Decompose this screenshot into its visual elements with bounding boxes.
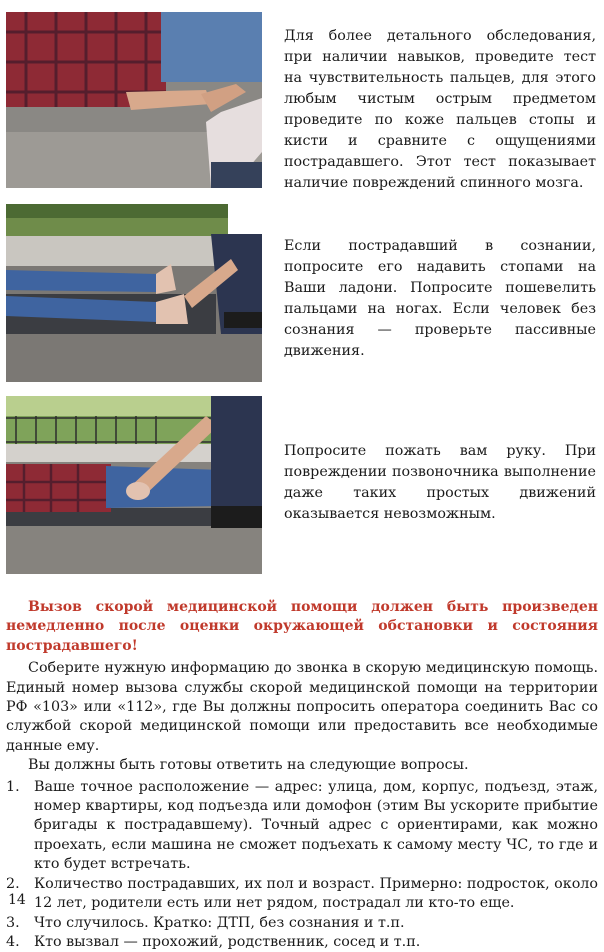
list-item-text: Кто вызвал — прохожий, родственник, сосед и т.п. (34, 933, 421, 950)
list-item-text: Ваше точное расположение — адрес: улица, дом, корпус, подъезд, этаж, номер квартиры, код подъезда или домофон (этим Вы ускорите прибытие бригады к пострадавшему). Точный адрес с ориентирами, как можно проехать, если машина не сможет подъехать к самому месту ЧС, то где и кто будет встречать. (34, 778, 598, 873)
paragraph-emergency-number: Соберите нужную информацию до звонка в скорую медицинскую помощь. Единый номер вызова службы скорой медицинской помощи на территории РФ «103» или «112», где Вы должны попросить оператора соединить Вас со службой скорой медицинской помощи или предоставить все необходимые данные ему. (6, 660, 598, 754)
fingertip-test-text: Для более детального обследования, при наличии навыков, проведите тест на чувствительность пальцев, для этого любым чистым острым предметом проведите по коже пальцев стопы и кисти и сравните с ощущениями пострадавшего. Этот тест показывает наличие повреждений спинного мозга. (284, 28, 596, 191)
questions-list (6, 778, 598, 952)
handshake-test-text: Попросите пожать вам руку. При повреждении позвоночника выполнение даже таких простых движений оказывается невозможным. (284, 443, 596, 522)
list-item-number: 3. (6, 914, 20, 931)
list-item-number: 1. (6, 778, 20, 795)
list-item (6, 933, 598, 952)
list-item (6, 914, 598, 933)
list-item-text: Количество пострадавших, их пол и возраст. Примерно: подросток, около 12 лет, родители есть или нет рядом, пострадал ли кто-то еще. (34, 875, 598, 912)
photo-handshake-test (6, 396, 262, 574)
photo-foot-push-test (6, 204, 262, 382)
list-item-number: 4. (6, 933, 20, 950)
foot-push-test-text: Если пострадавший в сознании, попросите его надавить стопами на Ваши ладони. Попросите пошевелить пальцами на ногах. Если человек без сознания — проверьте пассивные движения. (284, 238, 596, 359)
ambulance-call-section (6, 598, 598, 952)
list-item-number: 2. (6, 875, 20, 892)
paragraph-be-ready: Вы должны быть готовы ответить на следующие вопросы. (28, 757, 469, 774)
list-item (6, 875, 598, 914)
page-number: 14 (8, 892, 26, 908)
list-item-text: Что случилось. Кратко: ДТП, без сознания и т.п. (34, 914, 405, 931)
list-item (6, 778, 598, 875)
ambulance-call-headline: Вызов скорой медицинской помощи должен быть произведен немедленно после оценки окружающей обстановки и состояния пострадавшего! (6, 599, 598, 654)
photo-fingertip-sensitivity-test (6, 12, 262, 188)
